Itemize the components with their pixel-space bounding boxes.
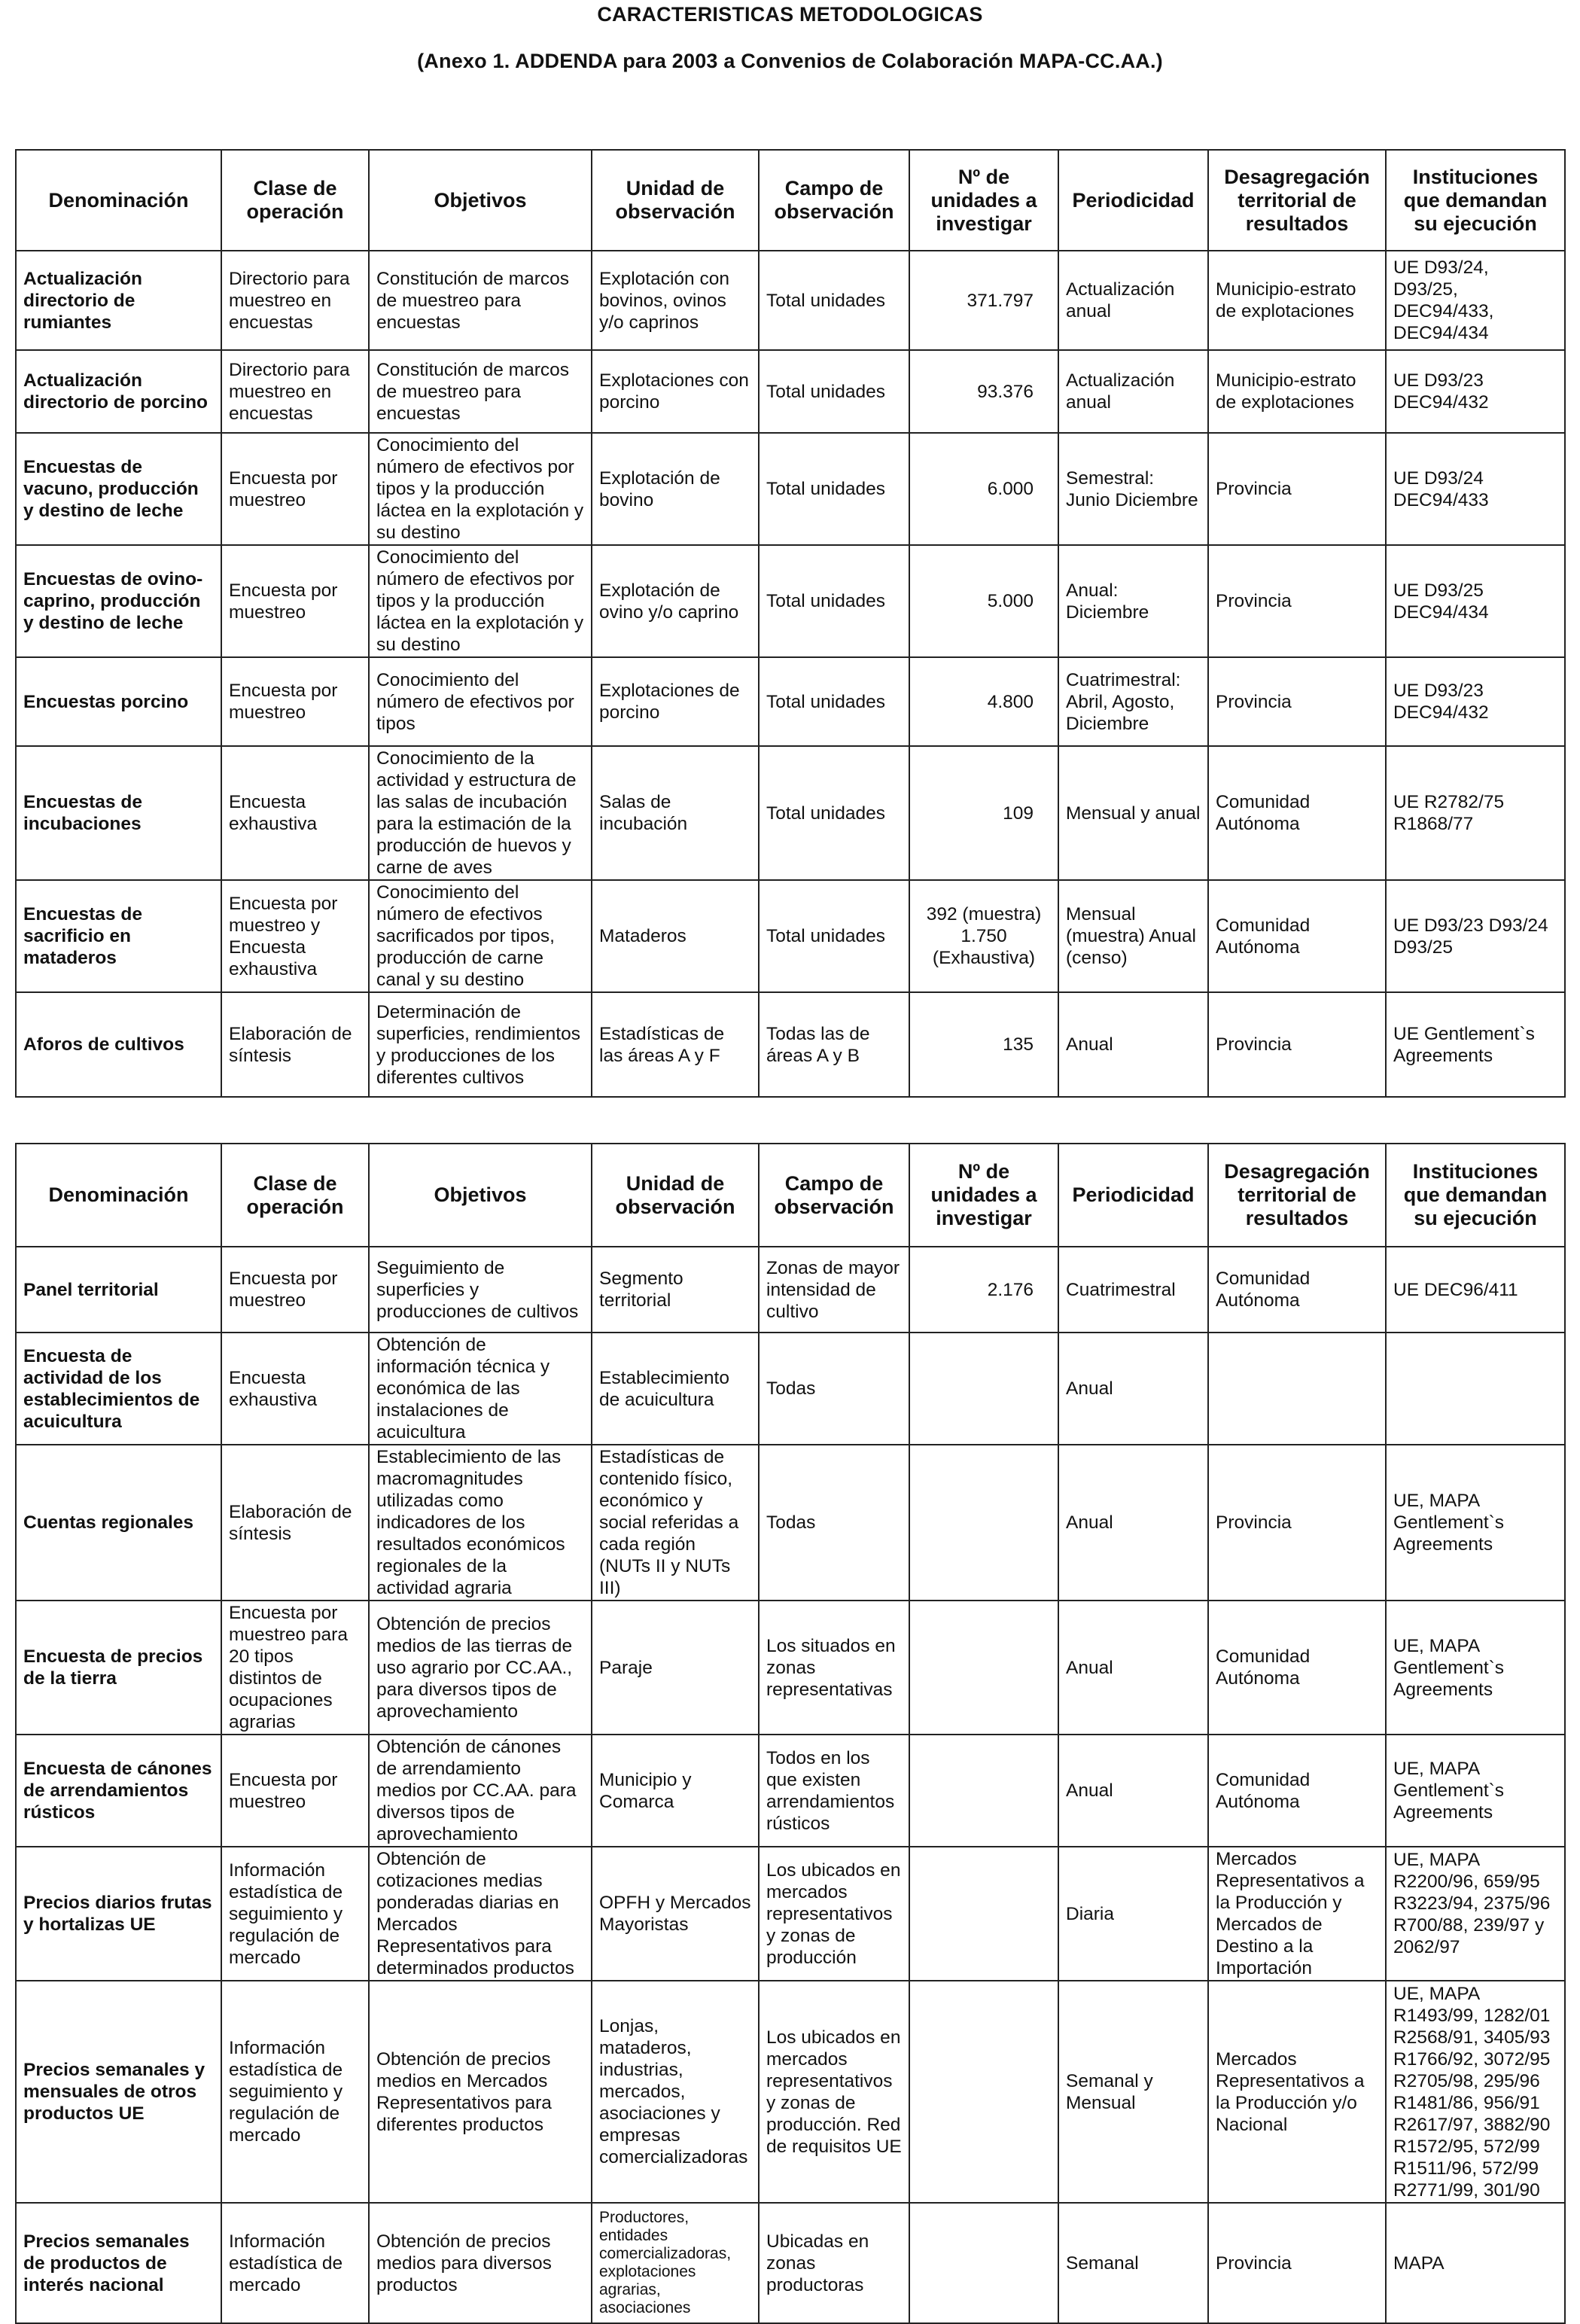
column-header-instituciones: Instituciones que demandan su ejecución bbox=[1386, 150, 1565, 251]
cell-campo: Total unidades bbox=[759, 545, 909, 657]
table-row bbox=[16, 992, 1565, 1097]
cell-numero: 392 (muestra) 1.750 (Exhaustiva) bbox=[909, 880, 1058, 992]
table-row bbox=[16, 880, 1565, 992]
cell-objetivos: Conocimiento de la actividad y estructura de las salas de incubación para la estimación de la producción de huevos y carne de aves bbox=[369, 746, 592, 880]
cell-objetivos: Conocimiento del número de efectivos sacrificados por tipos, producción de carne canal y su destino bbox=[369, 880, 592, 992]
cell-instituciones: UE D93/23 DEC94/432 bbox=[1386, 350, 1565, 433]
cell-clase: Encuesta por muestreo y Encuesta exhaustiva bbox=[221, 880, 369, 992]
cell-periodicidad: Mensual (muestra) Anual (censo) bbox=[1058, 880, 1208, 992]
cell-objetivos: Constitución de marcos de muestreo para encuestas bbox=[369, 251, 592, 350]
cell-objetivos: Obtención de precios medios de las tierras de uso agrario por CC.AA., para diversos tipos de aprovechamiento bbox=[369, 1601, 592, 1735]
methodology-table-2 bbox=[15, 1143, 1566, 2324]
page-title: CARACTERISTICAS METODOLOGICAS bbox=[597, 3, 983, 26]
cell-instituciones: UE, MAPA Gentlement`s Agreements bbox=[1386, 1735, 1565, 1847]
cell-campo: Total unidades bbox=[759, 746, 909, 880]
cell-unidad: Estadísticas de contenido físico, económico y social referidas a cada región (NUTs II y NUTs III) bbox=[592, 1445, 759, 1601]
table-row bbox=[16, 1601, 1565, 1735]
table-row bbox=[16, 350, 1565, 433]
cell-unidad: Establecimiento de acuicultura bbox=[592, 1333, 759, 1445]
cell-desagregacion: Provincia bbox=[1208, 2203, 1386, 2323]
cell-objetivos: Obtención de cánones de arrendamiento medios por CC.AA. para diversos tipos de aprovechamiento bbox=[369, 1735, 592, 1847]
table-row bbox=[16, 657, 1565, 746]
cell-denominacion: Encuestas de sacrificio en mataderos bbox=[16, 880, 221, 992]
cell-clase: Elaboración de síntesis bbox=[221, 1445, 369, 1601]
column-header-objetivos: Objetivos bbox=[369, 150, 592, 251]
cell-instituciones: UE D93/24, D93/25, DEC94/433, DEC94/434 bbox=[1386, 251, 1565, 350]
cell-unidad: Explotación de bovino bbox=[592, 433, 759, 545]
cell-desagregacion bbox=[1208, 1333, 1386, 1445]
cell-numero: 109 bbox=[909, 746, 1058, 880]
cell-desagregacion: Provincia bbox=[1208, 545, 1386, 657]
cell-numero: 4.800 bbox=[909, 657, 1058, 746]
column-header-periodicidad: Periodicidad bbox=[1058, 150, 1208, 251]
cell-numero bbox=[909, 1333, 1058, 1445]
cell-denominacion: Precios diarios frutas y hortalizas UE bbox=[16, 1847, 221, 1981]
cell-periodicidad: Semestral: Junio Diciembre bbox=[1058, 433, 1208, 545]
cell-campo: Los ubicados en mercados representativos y zonas de producción bbox=[759, 1847, 909, 1981]
cell-periodicidad: Anual bbox=[1058, 1601, 1208, 1735]
cell-numero bbox=[909, 1735, 1058, 1847]
cell-periodicidad: Cuatrimestral bbox=[1058, 1247, 1208, 1333]
cell-numero bbox=[909, 1847, 1058, 1981]
methodology-table-1 bbox=[15, 149, 1566, 1098]
cell-campo: Todas las de áreas A y B bbox=[759, 992, 909, 1097]
cell-numero: 371.797 bbox=[909, 251, 1058, 350]
cell-denominacion: Precios semanales y mensuales de otros productos UE bbox=[16, 1981, 221, 2203]
cell-campo: Total unidades bbox=[759, 433, 909, 545]
cell-clase: Directorio para muestreo en encuestas bbox=[221, 251, 369, 350]
cell-periodicidad: Cuatrimestral: Abril, Agosto, Diciembre bbox=[1058, 657, 1208, 746]
cell-campo: Total unidades bbox=[759, 657, 909, 746]
cell-numero bbox=[909, 1445, 1058, 1601]
cell-instituciones: UE D93/24 DEC94/433 bbox=[1386, 433, 1565, 545]
cell-clase: Encuesta exhaustiva bbox=[221, 1333, 369, 1445]
cell-periodicidad: Anual: Diciembre bbox=[1058, 545, 1208, 657]
cell-desagregacion: Comunidad Autónoma bbox=[1208, 880, 1386, 992]
cell-campo: Total unidades bbox=[759, 350, 909, 433]
cell-denominacion: Actualización directorio de rumiantes bbox=[16, 251, 221, 350]
cell-clase: Encuesta por muestreo bbox=[221, 545, 369, 657]
cell-objetivos: Conocimiento del número de efectivos por tipos bbox=[369, 657, 592, 746]
cell-denominacion: Cuentas regionales bbox=[16, 1445, 221, 1601]
cell-denominacion: Encuestas porcino bbox=[16, 657, 221, 746]
column-header-denominacion: Denominación bbox=[16, 150, 221, 251]
cell-denominacion: Panel territorial bbox=[16, 1247, 221, 1333]
cell-clase: Encuesta exhaustiva bbox=[221, 746, 369, 880]
cell-instituciones: UE D93/23 DEC94/432 bbox=[1386, 657, 1565, 746]
cell-numero: 93.376 bbox=[909, 350, 1058, 433]
cell-clase: Elaboración de síntesis bbox=[221, 992, 369, 1097]
cell-clase: Información estadística de mercado bbox=[221, 2203, 369, 2323]
cell-desagregacion: Comunidad Autónoma bbox=[1208, 1601, 1386, 1735]
cell-desagregacion: Provincia bbox=[1208, 992, 1386, 1097]
cell-periodicidad: Anual bbox=[1058, 1445, 1208, 1601]
cell-instituciones: UE, MAPA R1493/99, 1282/01 R2568/91, 3405/93 R1766/92, 3072/95 R2705/98, 295/96 R1481/86, 956/91 R2617/97, 3882/90 R1572/95, 572/99 R1511/96, 572/99 R2771/99, 301/90 bbox=[1386, 1981, 1565, 2203]
cell-campo: Ubicadas en zonas productoras bbox=[759, 2203, 909, 2323]
cell-desagregacion: Municipio-estrato de explotaciones bbox=[1208, 350, 1386, 433]
column-header-instituciones: Instituciones que demandan su ejecución bbox=[1386, 1144, 1565, 1247]
cell-instituciones: UE D93/23 D93/24 D93/25 bbox=[1386, 880, 1565, 992]
cell-unidad: Explotaciones con porcino bbox=[592, 350, 759, 433]
cell-campo: Zonas de mayor intensidad de cultivo bbox=[759, 1247, 909, 1333]
column-header-numero: Nº de unidades a investigar bbox=[909, 150, 1058, 251]
cell-numero bbox=[909, 1981, 1058, 2203]
cell-objetivos: Conocimiento del número de efectivos por tipos y la producción láctea en la explotación y su destino bbox=[369, 433, 592, 545]
cell-periodicidad: Actualización anual bbox=[1058, 251, 1208, 350]
column-header-desagregacion: Desagregación territorial de resultados bbox=[1208, 1144, 1386, 1247]
cell-periodicidad: Mensual y anual bbox=[1058, 746, 1208, 880]
cell-clase: Encuesta por muestreo bbox=[221, 433, 369, 545]
cell-clase: Encuesta por muestreo bbox=[221, 657, 369, 746]
cell-clase: Directorio para muestreo en encuestas bbox=[221, 350, 369, 433]
cell-desagregacion: Comunidad Autónoma bbox=[1208, 1247, 1386, 1333]
cell-unidad: Estadísticas de las áreas A y F bbox=[592, 992, 759, 1097]
cell-unidad: Explotaciones de porcino bbox=[592, 657, 759, 746]
cell-instituciones bbox=[1386, 1333, 1565, 1445]
cell-objetivos: Constitución de marcos de muestreo para encuestas bbox=[369, 350, 592, 433]
cell-clase: Información estadística de seguimiento y regulación de mercado bbox=[221, 1847, 369, 1981]
table-row bbox=[16, 1247, 1565, 1333]
cell-objetivos: Obtención de cotizaciones medias ponderadas diarias en Mercados Representativos para determinados productos bbox=[369, 1847, 592, 1981]
cell-clase: Encuesta por muestreo bbox=[221, 1735, 369, 1847]
column-header-campo: Campo de observación bbox=[759, 150, 909, 251]
cell-denominacion: Encuestas de vacuno, producción y destino de leche bbox=[16, 433, 221, 545]
cell-denominacion: Encuesta de cánones de arrendamientos rústicos bbox=[16, 1735, 221, 1847]
cell-desagregacion: Comunidad Autónoma bbox=[1208, 1735, 1386, 1847]
cell-denominacion: Encuesta de precios de la tierra bbox=[16, 1601, 221, 1735]
cell-unidad: Paraje bbox=[592, 1601, 759, 1735]
cell-objetivos: Establecimiento de las macromagnitudes utilizadas como indicadores de los resultados económicos regionales de la actividad agraria bbox=[369, 1445, 592, 1601]
cell-periodicidad: Actualización anual bbox=[1058, 350, 1208, 433]
cell-periodicidad: Diaria bbox=[1058, 1847, 1208, 1981]
cell-campo: Todas bbox=[759, 1333, 909, 1445]
table-row bbox=[16, 251, 1565, 350]
cell-campo: Total unidades bbox=[759, 880, 909, 992]
cell-unidad: Explotación con bovinos, ovinos y/o caprinos bbox=[592, 251, 759, 350]
table-row bbox=[16, 746, 1565, 880]
cell-denominacion: Encuestas de incubaciones bbox=[16, 746, 221, 880]
cell-objetivos: Seguimiento de superficies y producciones de cultivos bbox=[369, 1247, 592, 1333]
cell-objetivos: Obtención de precios medios para diversos productos bbox=[369, 2203, 592, 2323]
column-header-campo: Campo de observación bbox=[759, 1144, 909, 1247]
cell-instituciones: MAPA bbox=[1386, 2203, 1565, 2323]
cell-denominacion: Encuestas de ovino-caprino, producción y destino de leche bbox=[16, 545, 221, 657]
cell-unidad: Segmento territorial bbox=[592, 1247, 759, 1333]
cell-unidad: Salas de incubación bbox=[592, 746, 759, 880]
cell-desagregacion: Provincia bbox=[1208, 1445, 1386, 1601]
column-header-objetivos: Objetivos bbox=[369, 1144, 592, 1247]
cell-instituciones: UE R2782/75 R1868/77 bbox=[1386, 746, 1565, 880]
cell-periodicidad: Anual bbox=[1058, 992, 1208, 1097]
page-subtitle: (Anexo 1. ADDENDA para 2003 a Convenios de Colaboración MAPA-CC.AA.) bbox=[417, 50, 1163, 72]
cell-campo: Total unidades bbox=[759, 251, 909, 350]
cell-unidad: Productores, entidades comercializadoras, explotaciones agrarias, asociaciones bbox=[592, 2203, 759, 2323]
cell-instituciones: UE, MAPA Gentlement`s Agreements bbox=[1386, 1601, 1565, 1735]
cell-unidad: Lonjas, mataderos, industrias, mercados, asociaciones y empresas comercializadoras bbox=[592, 1981, 759, 2203]
cell-periodicidad: Semanal y Mensual bbox=[1058, 1981, 1208, 2203]
table-row bbox=[16, 545, 1565, 657]
cell-denominacion: Precios semanales de productos de interés nacional bbox=[16, 2203, 221, 2323]
column-header-unidad: Unidad de observación bbox=[592, 150, 759, 251]
cell-unidad: Explotación de ovino y/o caprino bbox=[592, 545, 759, 657]
header-row bbox=[16, 1144, 1565, 1247]
cell-periodicidad: Anual bbox=[1058, 1735, 1208, 1847]
cell-unidad: OPFH y Mercados Mayoristas bbox=[592, 1847, 759, 1981]
cell-objetivos: Determinación de superficies, rendimientos y producciones de los diferentes cultivos bbox=[369, 992, 592, 1097]
cell-desagregacion: Comunidad Autónoma bbox=[1208, 746, 1386, 880]
column-header-denominacion: Denominación bbox=[16, 1144, 221, 1247]
cell-numero bbox=[909, 2203, 1058, 2323]
cell-objetivos: Obtención de precios medios en Mercados Representativos para diferentes productos bbox=[369, 1981, 592, 2203]
cell-denominacion: Encuesta de actividad de los establecimientos de acuicultura bbox=[16, 1333, 221, 1445]
column-header-unidad: Unidad de observación bbox=[592, 1144, 759, 1247]
table-row bbox=[16, 1981, 1565, 2203]
cell-numero: 135 bbox=[909, 992, 1058, 1097]
table-row bbox=[16, 1847, 1565, 1981]
column-header-numero: Nº de unidades a investigar bbox=[909, 1144, 1058, 1247]
cell-instituciones: UE D93/25 DEC94/434 bbox=[1386, 545, 1565, 657]
table-row bbox=[16, 433, 1565, 545]
cell-desagregacion: Mercados Representativos a la Producción y/o Nacional bbox=[1208, 1981, 1386, 2203]
cell-instituciones: UE DEC96/411 bbox=[1386, 1247, 1565, 1333]
cell-desagregacion: Provincia bbox=[1208, 433, 1386, 545]
cell-numero bbox=[909, 1601, 1058, 1735]
cell-desagregacion: Mercados Representativos a la Producción y Mercados de Destino a la Importación bbox=[1208, 1847, 1386, 1981]
cell-numero: 6.000 bbox=[909, 433, 1058, 545]
cell-periodicidad: Semanal bbox=[1058, 2203, 1208, 2323]
cell-campo: Los ubicados en mercados representativos y zonas de producción. Red de requisitos UE bbox=[759, 1981, 909, 2203]
column-header-clase: Clase de operación bbox=[221, 1144, 369, 1247]
cell-instituciones: UE, MAPA Gentlement`s Agreements bbox=[1386, 1445, 1565, 1601]
table-row bbox=[16, 1333, 1565, 1445]
cell-unidad: Municipio y Comarca bbox=[592, 1735, 759, 1847]
column-header-desagregacion: Desagregación territorial de resultados bbox=[1208, 150, 1386, 251]
cell-campo: Todos en los que existen arrendamientos rústicos bbox=[759, 1735, 909, 1847]
header-row bbox=[16, 150, 1565, 251]
column-header-clase: Clase de operación bbox=[221, 150, 369, 251]
table-row bbox=[16, 1735, 1565, 1847]
cell-objetivos: Obtención de información técnica y económica de las instalaciones de acuicultura bbox=[369, 1333, 592, 1445]
cell-unidad: Mataderos bbox=[592, 880, 759, 992]
table-row bbox=[16, 1445, 1565, 1601]
cell-clase: Encuesta por muestreo bbox=[221, 1247, 369, 1333]
cell-instituciones: UE Gentlement`s Agreements bbox=[1386, 992, 1565, 1097]
cell-desagregacion: Municipio-estrato de explotaciones bbox=[1208, 251, 1386, 350]
cell-numero: 5.000 bbox=[909, 545, 1058, 657]
cell-clase: Encuesta por muestreo para 20 tipos distintos de ocupaciones agrarias bbox=[221, 1601, 369, 1735]
cell-denominacion: Actualización directorio de porcino bbox=[16, 350, 221, 433]
cell-campo: Los situados en zonas representativas bbox=[759, 1601, 909, 1735]
cell-campo: Todas bbox=[759, 1445, 909, 1601]
table-row bbox=[16, 2203, 1565, 2323]
cell-instituciones: UE, MAPA R2200/96, 659/95 R3223/94, 2375/96 R700/88, 239/97 y 2062/97 bbox=[1386, 1847, 1565, 1981]
cell-numero: 2.176 bbox=[909, 1247, 1058, 1333]
cell-denominacion: Aforos de cultivos bbox=[16, 992, 221, 1097]
cell-objetivos: Conocimiento del número de efectivos por tipos y la producción láctea en la explotación y su destino bbox=[369, 545, 592, 657]
cell-periodicidad: Anual bbox=[1058, 1333, 1208, 1445]
cell-clase: Información estadística de seguimiento y regulación de mercado bbox=[221, 1981, 369, 2203]
cell-desagregacion: Provincia bbox=[1208, 657, 1386, 746]
column-header-periodicidad: Periodicidad bbox=[1058, 1144, 1208, 1247]
